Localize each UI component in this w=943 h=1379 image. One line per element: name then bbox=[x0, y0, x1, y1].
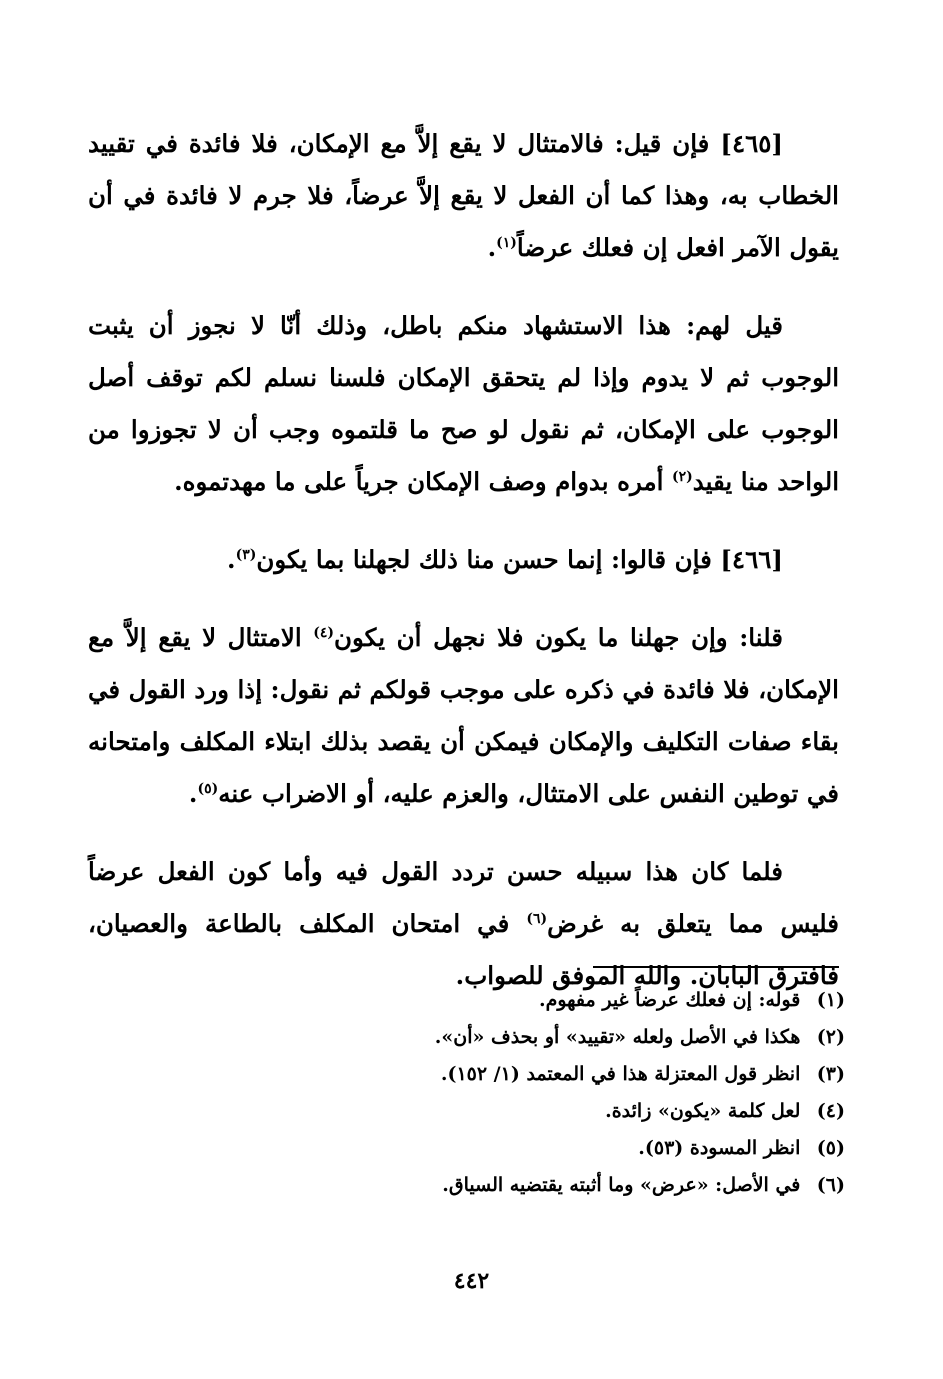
footnote-marker: (١) bbox=[496, 234, 517, 251]
paragraph-text-end: . bbox=[487, 233, 497, 262]
footnote-number: (٢) bbox=[816, 1026, 845, 1048]
footnote-marker: (٢) bbox=[671, 468, 693, 485]
paragraph-text-end: أمره بدوام وصف الإمكان جرياً على ما مهدتموه. bbox=[174, 467, 672, 496]
footnote-number: (٦) bbox=[816, 1174, 845, 1196]
footnote-number: (٤) bbox=[816, 1100, 845, 1122]
footnote-text: انظر قول المعتزلة هذا في المعتمد (١/ ١٥٢). bbox=[440, 1063, 801, 1085]
paragraph-text-end: . bbox=[188, 779, 198, 808]
paragraph-text: فإن قالوا: إنما حسن منا ذلك لجهلنا بما يكون bbox=[256, 545, 712, 574]
paragraph-text: قيل لهم: هذا الاستشهاد منكم باطل، وذلك أنّا لا نجوز أن يثبت الوجوب ثم لا يدوم وإذا لم يتحقق الإمكان فلسنا نسلم لكم توقف أصل الوجوب على الإمكان، ثم نقول لو صح ما قلتموه وجب أن لا تجوزوا من الواحد منا يقيد bbox=[88, 311, 839, 496]
paragraph-text-end: . bbox=[227, 545, 236, 574]
paragraph-466 bbox=[88, 534, 839, 586]
footnote-text: لعل كلمة «يكون» زائدة. bbox=[605, 1100, 801, 1122]
footnote-item bbox=[120, 1019, 845, 1056]
footnotes-list bbox=[120, 982, 845, 1204]
footnote-marker: (٤) bbox=[313, 624, 335, 641]
footnote-text: هكذا في الأصل ولعله «تقييد» أو بحذف «أن». bbox=[434, 1026, 801, 1048]
footnote-text: انظر المسودة (٥٣). bbox=[638, 1137, 801, 1159]
footnote-item bbox=[120, 1130, 845, 1167]
paragraph-text: فلما كان هذا سبيله حسن تردد القول فيه وأما كون الفعل عرضاً فليس مما يتعلق به غرض bbox=[88, 857, 839, 938]
section-number: [٤٦٥] bbox=[720, 129, 784, 158]
paragraph-text-middle: الامتثال لا يقع إلاَّ مع الإمكان، فلا فائدة في ذكره على موجب قولكم ثم نقول: إذا ورد القول في بقاء صفات التكليف والإمكان فيمكن أن يقصد بذلك ابتلاء المكلف وامتحانه في توطين النفس على الامتثال، والعزم عليه، أو الاضراب عنه bbox=[88, 623, 839, 808]
paragraph-text-end: في امتحان المكلف بالطاعة والعصيان، فافترق البابان. والله الموفق للصواب. bbox=[88, 909, 839, 990]
footnote-marker: (٣) bbox=[235, 546, 257, 563]
footnote-marker: (٦) bbox=[526, 910, 548, 927]
footnote-item bbox=[120, 982, 845, 1019]
footnote-number: (٣) bbox=[816, 1063, 845, 1085]
paragraph-text: فإن قيل: فالامتثال لا يقع إلاَّ مع الإمكان، فلا فائدة في تقييد الخطاب به، وهذا كما أن الفعل لا يقع إلاَّ عرضاً، فلا جرم لا فائدة في أن يقول الآمر افعل إن فعلك عرضاً bbox=[88, 129, 839, 262]
footnote-divider bbox=[593, 966, 839, 968]
page-number: ٤٤٢ bbox=[453, 1268, 490, 1294]
paragraph-reply-2 bbox=[88, 612, 839, 820]
footnote-text: قوله: إن فعلك عرضاً غير مفهوم. bbox=[538, 989, 801, 1011]
section-number: [٤٦٦] bbox=[720, 545, 783, 574]
footnote-item bbox=[120, 1056, 845, 1093]
footnote-item bbox=[120, 1167, 845, 1204]
footnote-number: (٥) bbox=[816, 1137, 845, 1159]
paragraph-465 bbox=[88, 118, 839, 274]
footnote-marker: (٥) bbox=[197, 780, 219, 797]
footnote-number: (١) bbox=[816, 989, 845, 1011]
paragraph-text: قلنا: وإن جهلنا ما يكون فلا نجهل أن يكون bbox=[334, 623, 783, 652]
main-text bbox=[88, 118, 839, 1002]
paragraph-conclusion bbox=[88, 846, 839, 1002]
footnote-item bbox=[120, 1093, 845, 1130]
paragraph-reply-1 bbox=[88, 300, 839, 508]
footnote-text: في الأصل: «عرض» وما أثبته يقتضيه السياق. bbox=[442, 1174, 801, 1196]
